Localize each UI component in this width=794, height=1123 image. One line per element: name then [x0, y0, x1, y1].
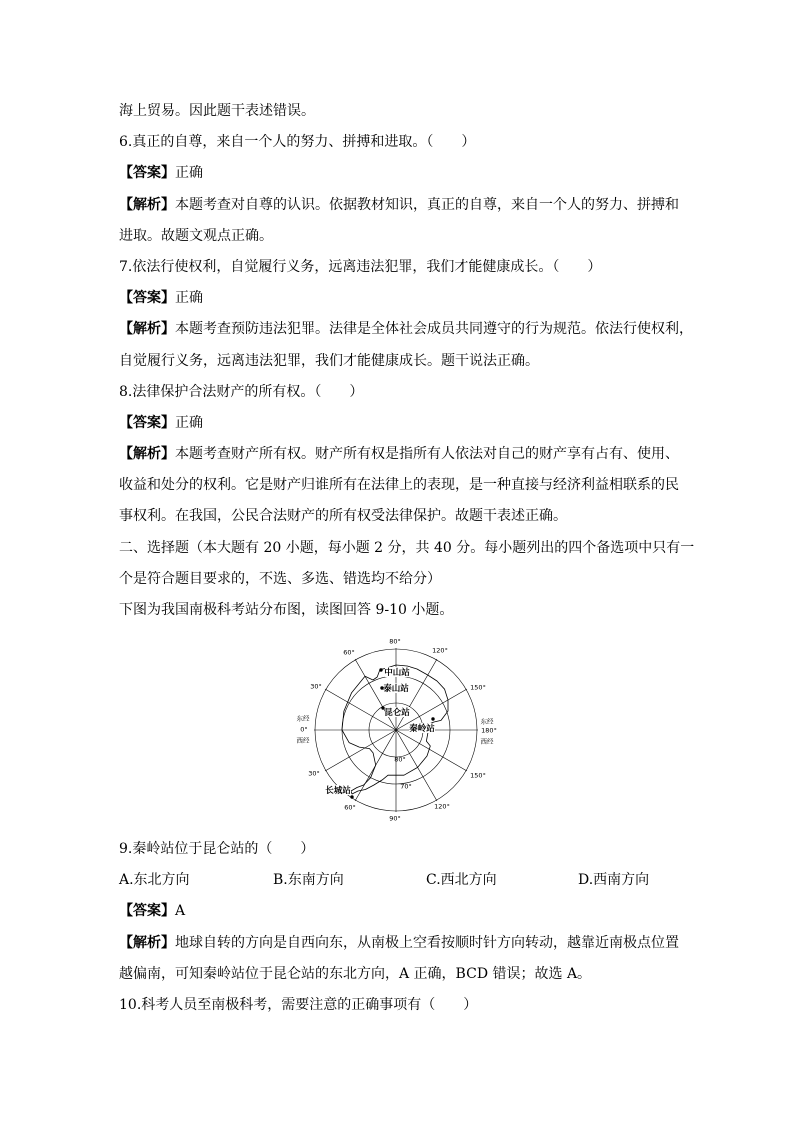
station-label-zhongshan: 中山站	[384, 668, 410, 678]
analysis-label: 【解析】	[119, 321, 175, 338]
longitude-label-right-east: 东经	[480, 717, 494, 726]
longitude-label-left-east: 东经	[296, 714, 310, 723]
text-block-bottom	[119, 834, 719, 1021]
station-marker-zhongshan	[379, 668, 382, 671]
latitude-label-80: 80°	[394, 755, 406, 764]
question-6-analysis-line: 进取。故题文观点正确。	[119, 227, 273, 244]
question-9-stem: 9.秦岭站位于昆仑站的（ ）	[119, 841, 315, 857]
answer-label: 【答案】	[119, 903, 175, 920]
analysis-text: 本题考查预防违法犯罪。法律是全体社会成员共同遵守的行为规范。依法行使权利，	[175, 321, 693, 338]
question-8-analysis-line: 收益和处分的权利。它是财产归谁所有在法律上的表现，是一种直接与经济利益相联系的民	[119, 477, 679, 494]
longitude-label-w30: 30°	[308, 769, 320, 778]
longitude-label-left-west: 西经	[296, 736, 310, 745]
question-7-stem: 7.依法行使权利，自觉履行义务，远离违法犯罪，我们才能健康成长。（ ）	[119, 258, 602, 275]
answer-value: 正确	[175, 414, 203, 431]
answer-value: A	[175, 903, 186, 920]
question-7-analysis-line	[119, 314, 719, 345]
longitude-label-right-west: 西经	[480, 737, 494, 746]
continuation-line: 海上贸易。因此题干表述错误。	[119, 103, 315, 119]
station-label-taishan: 泰山站	[383, 684, 409, 694]
question-7-analysis-line: 自觉履行义务，远离违法犯罪，我们才能健康成长。题干说法正确。	[119, 352, 539, 369]
answer-label: 【答案】	[119, 290, 175, 307]
station-marker-changcheng	[350, 795, 353, 798]
question-8-stem: 8.法律保护合法财产的所有权。（ ）	[119, 383, 364, 400]
question-10-stem: 10.科考人员至南极科考，需要注意的正确事项有（ ）	[119, 996, 478, 1013]
longitude-label-w150: 150°	[470, 771, 486, 780]
longitude-label-e150: 150°	[470, 683, 486, 692]
analysis-label: 【解析】	[119, 446, 175, 463]
longitude-label-w90: 90°	[389, 814, 401, 823]
latitude-label-70: 70°	[400, 782, 412, 791]
question-9-analysis-line: 越偏南，可知秦岭站位于昆仑站的东北方向，A 正确，BCD 错误；故选 A。	[119, 965, 592, 982]
question-8-answer	[119, 408, 719, 439]
question-6-stem: 6.真正的自尊，来自一个人的努力、拼搏和进取。（ ）	[119, 134, 476, 151]
analysis-label: 【解析】	[119, 934, 175, 951]
section-heading-line: 二、选择题（本大题有 20 小题，每小题 2 分，共 40 分。每小题列出的四个备选项中只有一	[119, 539, 695, 556]
option-c: C.西北方向	[426, 872, 497, 889]
question-7-answer	[119, 283, 719, 314]
analysis-text: 本题考查对自尊的认识。依据教材知识，真正的自尊，来自一个人的努力、拼搏和	[175, 196, 679, 213]
answer-label: 【答案】	[119, 414, 175, 431]
station-label-changcheng: 长城站	[325, 786, 351, 796]
station-label-qinling: 秦岭站	[409, 724, 435, 734]
analysis-text: 地球自转的方向是自西向东，从南极上空看按顺时针方向转动，越靠近南极点位置	[175, 934, 679, 951]
question-9-options	[119, 865, 719, 896]
question-8-analysis-line	[119, 439, 719, 470]
answer-value: 正确	[175, 290, 203, 307]
option-d: D.西南方向	[578, 872, 650, 889]
text-block-top	[119, 96, 719, 626]
longitude-label-e60: 60°	[343, 648, 355, 657]
longitude-label-e30: 30°	[310, 682, 322, 691]
option-b: B.东南方向	[273, 872, 344, 889]
section-heading-line: 个是符合题目要求的，不选、多选、错选均不给分）	[119, 570, 441, 587]
option-a: A.东北方向	[119, 872, 190, 889]
question-9-answer	[119, 896, 719, 927]
figure-intro: 下图为我国南极科考站分布图，读图回答 9-10 小题。	[119, 602, 454, 618]
question-6-analysis-line	[119, 190, 719, 221]
question-6-answer	[119, 158, 719, 189]
question-8-analysis-line: 事权利。在我国，公民合法财产的所有权受法律保护。故题干表述正确。	[119, 508, 567, 525]
longitude-label-w60: 60°	[344, 803, 356, 812]
analysis-label: 【解析】	[119, 196, 175, 213]
longitude-label-left-zero: 0°	[300, 725, 308, 734]
answer-value: 正确	[175, 165, 203, 182]
analysis-text: 本题考查财产所有权。财产所有权是指所有人依法对自己的财产享有占有、使用、	[175, 446, 679, 463]
longitude-label-right-180: 180°	[481, 726, 497, 735]
longitude-label-e120: 120°	[432, 646, 448, 655]
answer-label: 【答案】	[119, 165, 175, 182]
longitude-label-w120: 120°	[434, 802, 450, 811]
question-9-analysis-line	[119, 928, 719, 959]
antarctic-station-map	[295, 630, 505, 830]
station-label-kunlun: 昆仑站	[384, 708, 410, 718]
longitude-label-top: 80°	[389, 637, 401, 646]
station-marker-qinling	[431, 717, 434, 720]
